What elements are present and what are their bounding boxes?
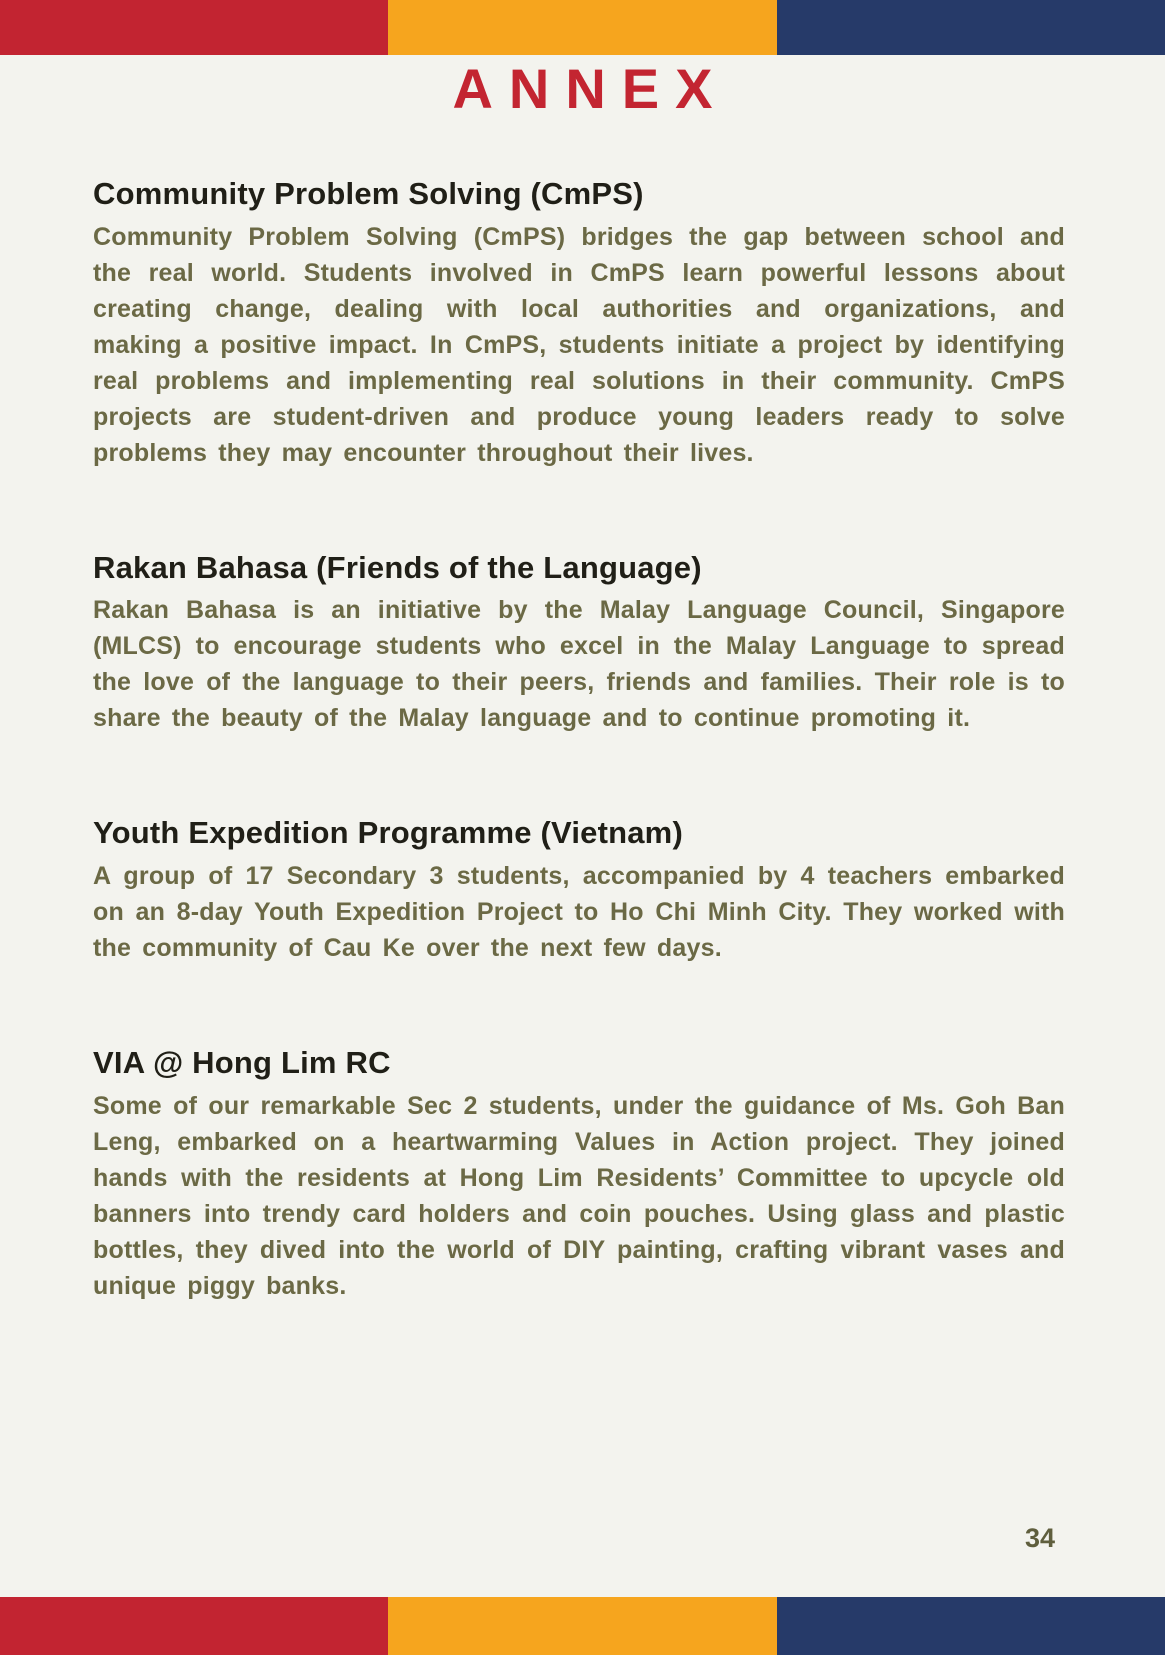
top-bar-yellow-segment (388, 0, 776, 55)
bottom-bar-yellow-segment (388, 1597, 776, 1655)
section-body-cmps: Community Problem Solving (CmPS) bridges the gap between school and the real world. Students involved in CmPS learn powerful lessons about creating change, dealing with local authorities and organizations, and making a positive impact. In CmPS, students initiate a project by identifying real problems and implementing real solutions in their community. CmPS projects are student-driven and produce young leaders ready to solve problems they may encounter throughout their lives. (93, 222, 1065, 467)
bottom-color-bar (0, 1597, 1165, 1655)
bottom-bar-red-segment (0, 1597, 388, 1655)
top-color-bar (0, 0, 1165, 55)
section-youth-expedition (93, 815, 1065, 966)
page-title: ANNEX (452, 57, 729, 120)
section-cmps (93, 176, 1065, 471)
section-heading-via-hong-lim: VIA @ Hong Lim RC (93, 1044, 391, 1080)
section-rakan-bahasa (93, 550, 1065, 737)
page-number: 34 (1024, 1523, 1055, 1553)
section-heading-rakan-bahasa: Rakan Bahasa (Friends of the Language) (93, 549, 702, 585)
section-body-rakan-bahasa: Rakan Bahasa is an initiative by the Malay Language Council, Singapore (MLCS) to encourage students who excel in the Malay Language to spread the love of the language to their peers, friends and families. Their role is to share the beauty of the Malay language and to continue promoting it. (93, 596, 1065, 733)
bottom-bar-navy-segment (777, 1597, 1165, 1655)
top-bar-navy-segment (777, 0, 1165, 55)
annex-content (93, 176, 1065, 1304)
section-body-via-hong-lim: Some of our remarkable Sec 2 students, under the guidance of Ms. Goh Ban Leng, embarked on a heartwarming Values in Action project. They joined hands with the residents at Hong Lim Residents’ Committee to upcycle old banners into trendy card holders and coin pouches. Using glass and plastic bottles, they dived into the world of DIY painting, crafting vibrant vases and unique piggy banks. (93, 1091, 1065, 1300)
top-bar-red-segment (0, 0, 388, 55)
section-via-hong-lim (93, 1045, 1065, 1304)
section-heading-cmps: Community Problem Solving (CmPS) (93, 176, 644, 211)
section-heading-youth-expedition: Youth Expedition Programme (Vietnam) (93, 815, 683, 851)
section-body-youth-expedition: A group of 17 Secondary 3 students, accompanied by 4 teachers embarked on an 8-day Youth Expedition Project to Ho Chi Minh City. They worked with the community of Cau Ke over the next few days. (93, 861, 1065, 962)
